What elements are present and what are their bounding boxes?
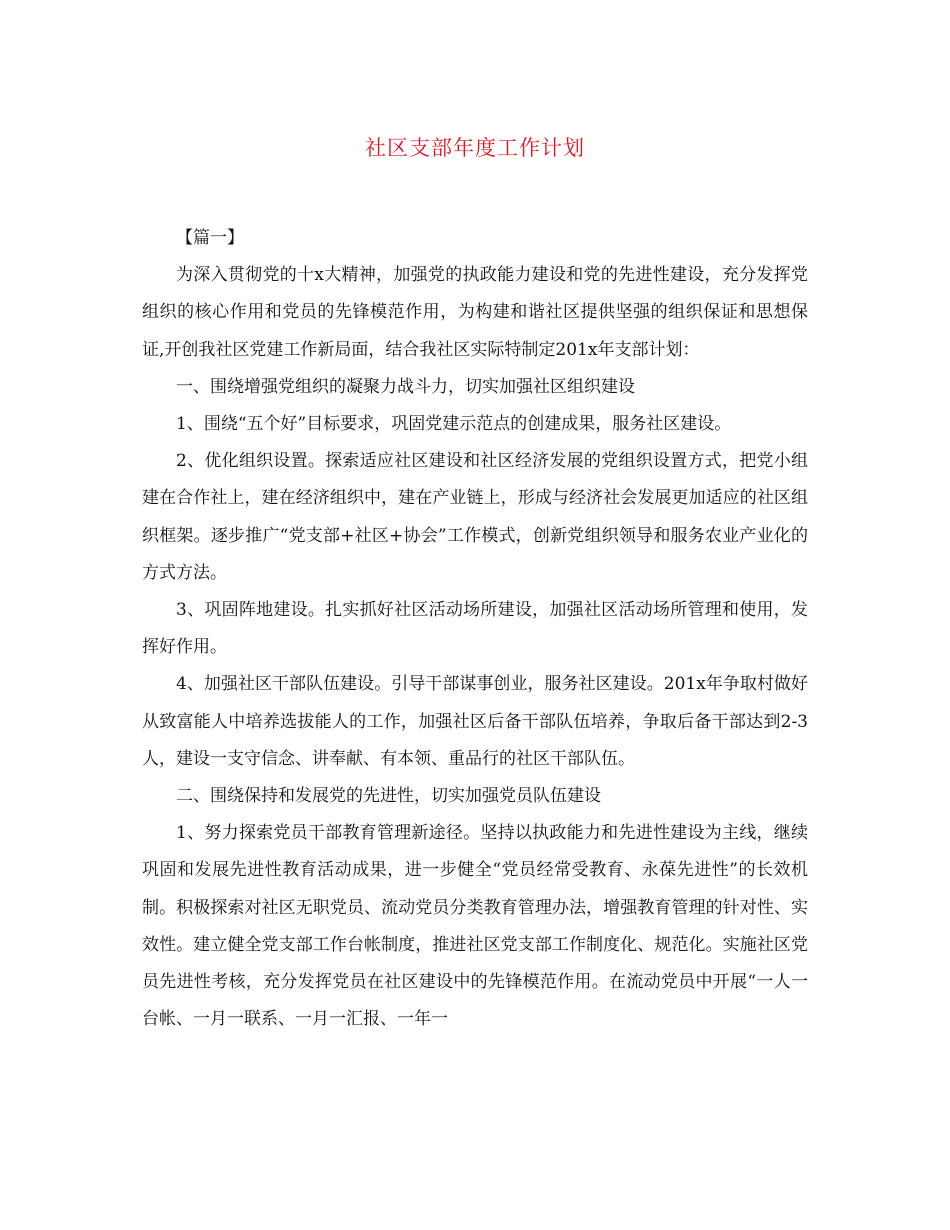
section-heading-part-one: 【篇一】 [176, 228, 244, 248]
document-body [142, 220, 808, 1038]
section-heading-1: 一、围绕增强党组织的凝聚力战斗力，切实加强社区组织建设 [176, 376, 635, 397]
paragraph-intro: 为深入贯彻党的十x大精神，加强党的执政能力建设和党的先进性建设，充分发挥党组织的核心作用和党员的先锋模范作用，为构建和谐社区提供坚强的组织保证和思想保证,开创我社区党建工作新局面，结合我社区实际特制定201x年支部计划： [142, 265, 808, 360]
document-title: 社区支部年度工作计划 [365, 136, 585, 160]
section-heading-2: 二、围绕保持和发展党的先进性，切实加强党员队伍建设 [176, 786, 601, 807]
paragraph-1-1: 1、围绕“五个好”目标要求，巩固党建示范点的创建成果，服务社区建设。 [176, 414, 732, 435]
paragraph-1-2: 2、优化组织设置。探索适应社区建设和社区经济发展的党组织设置方式，把党小组建在合作社上，建在经济组织中，建在产业链上，形成与经济社会发展更加适应的社区组织框架。逐步推广“党支部+社区+协会”工作模式，创新党组织领导和服务农业产业化的方式方法。 [142, 451, 808, 583]
paragraph-1-4: 4、加强社区干部队伍建设。引导干部谋事创业，服务社区建设。201x年争取村做好从致富能人中培养选拔能人的工作，加强社区后备干部队伍培养，争取后备干部达到2-3人，建设一支守信念、讲奉献、有本领、重品行的社区干部队伍。 [142, 674, 808, 769]
paragraph-2-1: 1、努力探索党员干部教育管理新途径。坚持以执政能力和先进性建设为主线，继续巩固和发展先进性教育活动成果，进一步健全“党员经常受教育、永葆先进性”的长效机制。积极探索对社区无职党员、流动党员分类教育管理办法，增强教育管理的针对性、实效性。建立健全党支部工作台帐制度，推进社区党支部工作制度化、规范化。实施社区党员先进性考核，充分发挥党员在社区建设中的先锋模范作用。在流动党员中开展“一人一台帐、一月一联系、一月一汇报、一年一 [142, 823, 808, 1030]
paragraph-1-3: 3、巩固阵地建设。扎实抓好社区活动场所建设，加强社区活动场所管理和使用，发挥好作用。 [142, 600, 808, 658]
